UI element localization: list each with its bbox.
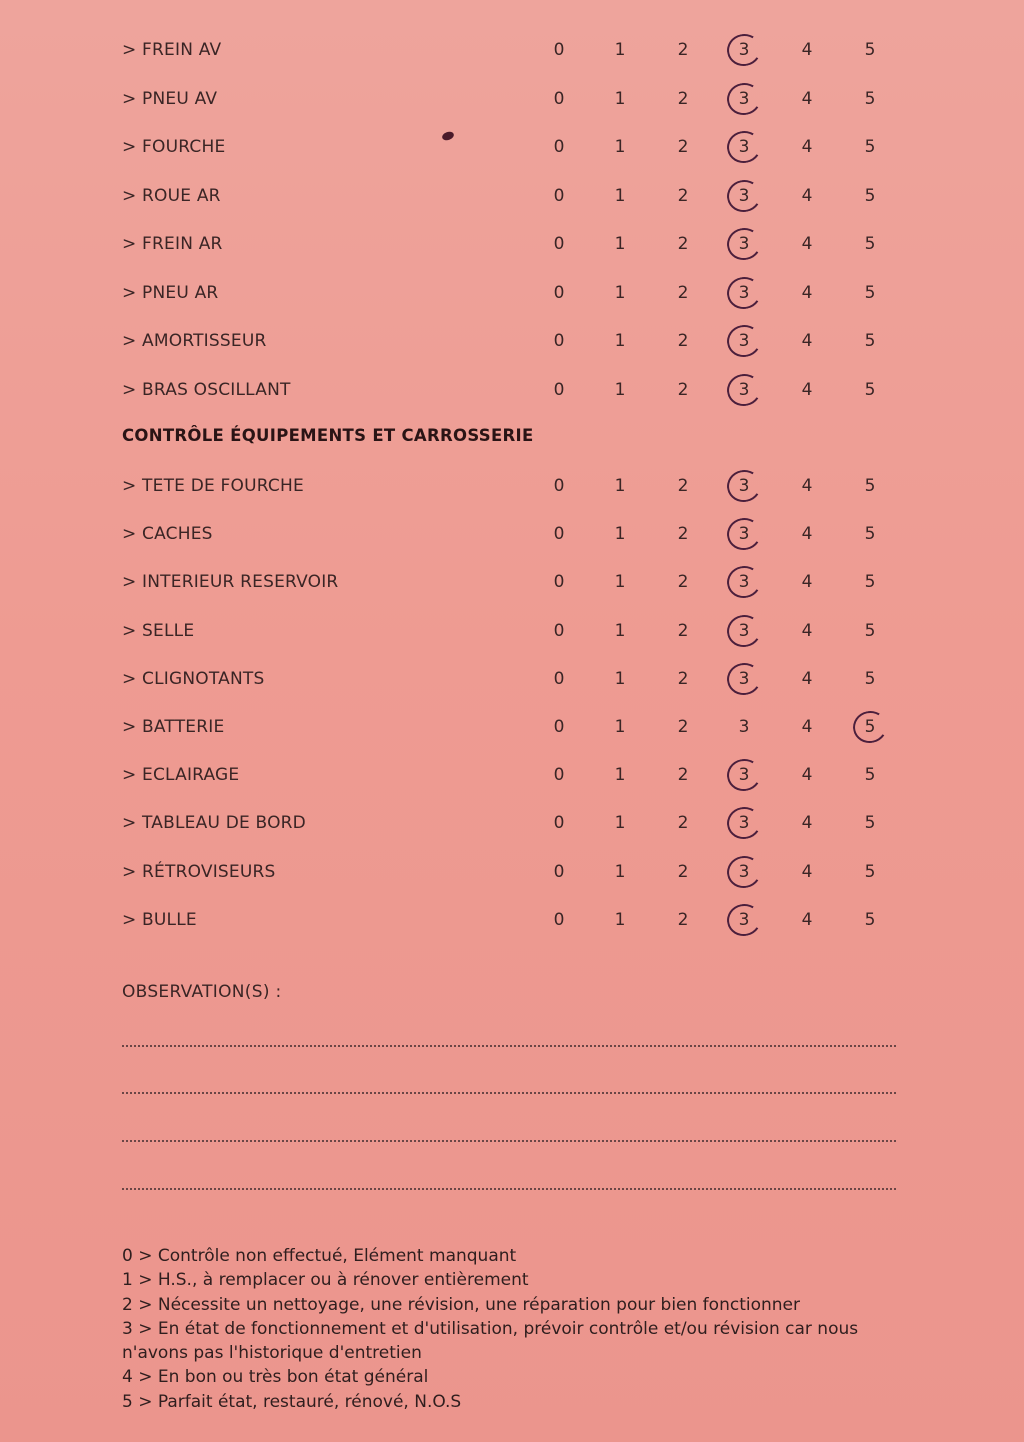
score-option[interactable]: 4 (801, 572, 813, 593)
score-option[interactable]: 2 (677, 909, 689, 930)
score-option[interactable]: 0 (553, 476, 565, 496)
score-option[interactable]: 4 (801, 379, 813, 400)
score-option-selected[interactable]: 3 (732, 910, 756, 930)
score-option[interactable]: 5 (864, 88, 876, 109)
score-option[interactable]: 1 (614, 861, 626, 882)
score-option[interactable]: 0 (553, 331, 565, 351)
checklist-row (0, 79, 1024, 119)
score-option-selected[interactable]: 3 (732, 476, 756, 496)
checklist-item-label: > PNEU AR (122, 282, 219, 303)
score-option[interactable]: 0 (553, 137, 565, 157)
checklist-row (0, 852, 1024, 892)
score-option[interactable]: 5 (864, 476, 876, 496)
score-option-selected[interactable]: 3 (732, 89, 756, 109)
score-option[interactable]: 1 (614, 88, 626, 109)
score-option[interactable]: 5 (864, 668, 876, 689)
score-option[interactable]: 1 (614, 620, 626, 641)
score-option[interactable]: 1 (614, 282, 626, 303)
score-option[interactable]: 1 (614, 331, 626, 351)
score-option[interactable]: 2 (677, 813, 689, 834)
score-option-selected[interactable]: 3 (732, 765, 756, 785)
observation-line[interactable] (122, 1045, 896, 1047)
score-option[interactable]: 5 (864, 524, 876, 545)
score-option-selected[interactable]: 3 (732, 137, 756, 157)
score-option[interactable]: 2 (677, 765, 689, 786)
score-option[interactable]: 1 (614, 379, 626, 400)
score-option-selected[interactable]: 3 (732, 234, 756, 254)
score-option[interactable]: 2 (677, 282, 689, 303)
score-option[interactable]: 3 (738, 717, 750, 737)
score-option[interactable]: 2 (677, 668, 689, 689)
legend-item-4: 4 > En bon ou très bon état général (122, 1367, 429, 1388)
observation-line[interactable] (122, 1140, 896, 1142)
score-option[interactable]: 1 (614, 234, 626, 254)
observations-label: OBSERVATION(S) : (122, 982, 282, 1002)
observation-line[interactable] (122, 1092, 896, 1094)
score-option[interactable]: 5 (864, 765, 876, 786)
score-option[interactable]: 1 (614, 813, 626, 834)
checklist-item-label: > BULLE (122, 909, 197, 930)
score-option[interactable]: 2 (677, 137, 689, 157)
score-option[interactable]: 2 (677, 861, 689, 882)
checklist-row (0, 466, 1024, 506)
score-option[interactable]: 4 (801, 524, 813, 545)
score-option[interactable]: 0 (553, 282, 565, 303)
score-option[interactable]: 1 (614, 909, 626, 930)
score-option[interactable]: 0 (553, 88, 565, 109)
score-option[interactable]: 5 (864, 620, 876, 641)
score-option[interactable]: 4 (801, 185, 813, 206)
score-option[interactable]: 2 (677, 379, 689, 400)
score-option[interactable]: 2 (677, 620, 689, 641)
score-option[interactable]: 4 (801, 282, 813, 303)
score-option[interactable]: 5 (864, 40, 876, 60)
checklist-row (0, 562, 1024, 602)
score-option[interactable]: 5 (864, 909, 876, 930)
score-option[interactable]: 0 (553, 813, 565, 834)
checklist-item-label: > FOURCHE (122, 137, 226, 157)
checklist-item-label: > AMORTISSEUR (122, 331, 267, 351)
checklist-item-label: > FREIN AV (122, 40, 222, 60)
checklist-row (0, 370, 1024, 410)
score-option-selected[interactable]: 3 (732, 862, 756, 882)
checklist-item-label: > CLIGNOTANTS (122, 668, 265, 689)
checklist-row (0, 127, 1024, 167)
score-option[interactable]: 2 (677, 88, 689, 109)
checklist-item-label: > BATTERIE (122, 717, 225, 737)
score-option-selected[interactable]: 3 (732, 380, 756, 400)
score-option[interactable]: 0 (553, 185, 565, 206)
score-option[interactable]: 5 (864, 282, 876, 303)
score-option[interactable]: 1 (614, 524, 626, 545)
legend-item-5: 5 > Parfait état, restauré, rénové, N.O.S (122, 1391, 462, 1412)
score-option[interactable]: 0 (553, 379, 565, 400)
score-option[interactable]: 4 (801, 40, 813, 60)
checklist-item-label: > SELLE (122, 620, 195, 641)
score-option[interactable]: 4 (801, 137, 813, 157)
score-option[interactable]: 1 (614, 572, 626, 593)
score-option[interactable]: 4 (801, 620, 813, 641)
checklist-row (0, 900, 1024, 940)
checklist-row (0, 611, 1024, 651)
score-option[interactable]: 5 (864, 572, 876, 593)
score-option[interactable]: 1 (614, 765, 626, 786)
checklist-row (0, 803, 1024, 843)
score-option-selected[interactable]: 3 (732, 524, 756, 544)
score-option-selected[interactable]: 3 (732, 283, 756, 303)
score-option[interactable]: 4 (801, 765, 813, 786)
score-option[interactable]: 0 (553, 765, 565, 786)
score-option-selected[interactable]: 3 (732, 572, 756, 592)
score-option[interactable]: 2 (677, 717, 689, 737)
checklist-item-label: > BRAS OSCILLANT (122, 379, 291, 400)
score-option[interactable]: 2 (677, 476, 689, 496)
score-option-selected[interactable]: 3 (732, 669, 756, 689)
score-option[interactable]: 4 (801, 331, 813, 351)
score-option[interactable]: 1 (614, 185, 626, 206)
score-option[interactable]: 4 (801, 861, 813, 882)
checklist-item-label: > FREIN AR (122, 234, 223, 254)
score-option[interactable]: 5 (864, 185, 876, 206)
score-option[interactable]: 1 (614, 40, 626, 60)
score-option[interactable]: 1 (614, 717, 626, 737)
score-option[interactable]: 0 (553, 572, 565, 593)
score-option[interactable]: 0 (553, 861, 565, 882)
score-option-selected[interactable]: 3 (732, 331, 756, 351)
score-option[interactable]: 4 (801, 813, 813, 834)
legend-item-2: 2 > Nécessite un nettoyage, une révision, une réparation pour bien fonctionner (122, 1294, 800, 1315)
score-option-selected[interactable]: 5 (858, 717, 882, 737)
checklist-item-label: > CACHES (122, 524, 213, 545)
score-option[interactable]: 5 (864, 234, 876, 254)
score-option-selected[interactable]: 3 (732, 40, 756, 60)
score-option[interactable]: 5 (864, 379, 876, 400)
score-option[interactable]: 2 (677, 524, 689, 545)
score-option[interactable]: 2 (677, 40, 689, 60)
score-option[interactable]: 0 (553, 909, 565, 930)
score-option[interactable]: 4 (801, 909, 813, 930)
score-option[interactable]: 0 (553, 234, 565, 254)
checklist-item-label: > INTERIEUR RESERVOIR (122, 572, 339, 593)
checklist-item-label: > TETE DE FOURCHE (122, 476, 304, 496)
checklist-row (0, 224, 1024, 264)
score-option[interactable]: 0 (553, 717, 565, 737)
score-option[interactable]: 1 (614, 668, 626, 689)
checklist-item-label: > PNEU AV (122, 88, 218, 109)
checklist-item-label: > ROUE AR (122, 185, 221, 206)
checklist-row (0, 755, 1024, 795)
checklist-row (0, 514, 1024, 554)
checklist-row (0, 273, 1024, 313)
score-option[interactable]: 4 (801, 88, 813, 109)
legend-item-1: 1 > H.S., à remplacer ou à rénover entièrement (122, 1270, 529, 1291)
score-option[interactable]: 0 (553, 668, 565, 689)
checklist-item-label: > ECLAIRAGE (122, 765, 240, 786)
score-option[interactable]: 4 (801, 717, 813, 737)
legend-item-3: 3 > En état de fonctionnement et d'utilisation, prévoir contrôle et/ou révision car nous n'avons pas l'historique d'entretien (122, 1318, 859, 1364)
score-option[interactable]: 1 (614, 476, 626, 496)
checklist-item-label: > RÉTROVISEURS (122, 861, 276, 882)
score-option[interactable]: 4 (801, 476, 813, 496)
score-option[interactable]: 5 (864, 331, 876, 351)
score-option[interactable]: 1 (614, 137, 626, 157)
checklist-item-label: > TABLEAU DE BORD (122, 813, 306, 834)
score-option[interactable]: 4 (801, 668, 813, 689)
score-option[interactable]: 5 (864, 813, 876, 834)
checklist-row (0, 176, 1024, 216)
score-option[interactable]: 0 (553, 620, 565, 641)
checklist-row (0, 707, 1024, 747)
score-option[interactable]: 2 (677, 572, 689, 593)
checklist-row (0, 30, 1024, 70)
score-option[interactable]: 0 (553, 524, 565, 545)
score-option-selected[interactable]: 3 (732, 813, 756, 833)
section-title-equipment: CONTRÔLE ÉQUIPEMENTS ET CARROSSERIE (122, 426, 534, 445)
score-option[interactable]: 2 (677, 185, 689, 206)
rating-legend (122, 1244, 902, 1414)
score-option[interactable]: 5 (864, 137, 876, 157)
checklist-row (0, 321, 1024, 361)
score-option[interactable]: 5 (864, 861, 876, 882)
score-option[interactable]: 2 (677, 331, 689, 351)
legend-item-0: 0 > Contrôle non effectué, Elément manquant (122, 1246, 517, 1266)
score-option-selected[interactable]: 3 (732, 621, 756, 641)
score-option[interactable]: 4 (801, 234, 813, 254)
checklist-row (0, 659, 1024, 699)
observation-line[interactable] (122, 1188, 896, 1190)
score-option[interactable]: 2 (677, 234, 689, 254)
score-option[interactable]: 0 (553, 40, 565, 60)
score-option-selected[interactable]: 3 (732, 186, 756, 206)
